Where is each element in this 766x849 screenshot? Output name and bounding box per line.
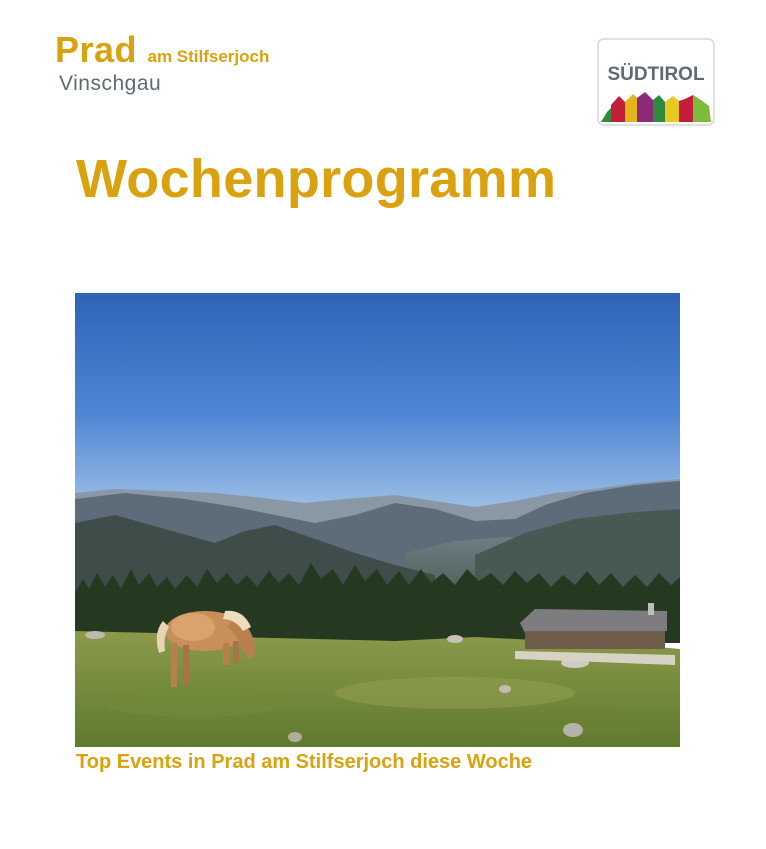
page-caption: Top Events in Prad am Stilfserjoch diese Woche (76, 751, 533, 773)
logo-main-text: Prad (55, 29, 138, 70)
badge-label: SÜDTIROL (607, 64, 705, 85)
prad-logo (55, 30, 269, 96)
alpine-meadow-horse-photo (75, 293, 680, 747)
logo-region-text: Vinschgau (59, 72, 162, 95)
suedtirol-badge-icon (597, 38, 715, 126)
logo-main-line (55, 30, 269, 70)
logo-sub-text: am Stilfserjoch (147, 47, 270, 66)
page-title: Wochenprogramm (76, 149, 557, 209)
